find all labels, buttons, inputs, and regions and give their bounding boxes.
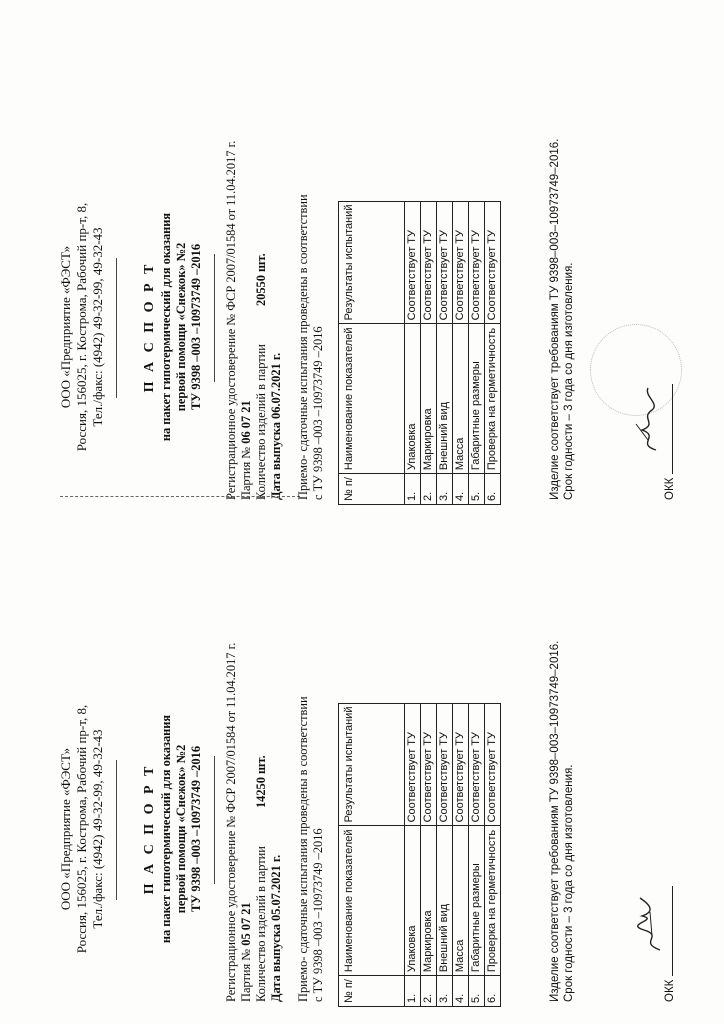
okk-signature (662, 384, 678, 500)
row-num: 4. (453, 474, 469, 505)
divider (116, 760, 117, 900)
conclusion-line-1: Изделие соответствует требованиям ТУ 9398–003–10973749–2016. (549, 138, 561, 500)
row-indicator: Маркировка (421, 826, 437, 976)
company-name: ООО «Предприятие «ФЭСТ» (58, 747, 73, 911)
registration: Регистрационное удостоверение № ФСР 2007/01584 от 11.04.2017 г. (224, 642, 238, 1002)
okk-label: ОКК (664, 979, 676, 1002)
row-result: Соответствует ТУ (405, 703, 421, 826)
table-row (469, 201, 485, 504)
okk-signature (662, 886, 678, 1002)
row-indicator: Масса (453, 324, 469, 474)
row-indicator: Внешний вид (437, 324, 453, 474)
okk-label: ОКК (664, 477, 676, 500)
table-row (405, 201, 421, 504)
tests-intro-line-1: Приемо- сдаточные испытания проведены в соответствии (296, 696, 310, 1002)
tests-table (338, 201, 501, 505)
row-indicator: Проверка на герметичность (485, 324, 501, 474)
table-row (421, 201, 437, 504)
party-number: 06 07 21 (239, 400, 253, 444)
row-indicator: Габаритные размеры (469, 324, 485, 474)
company-name: ООО «Предприятие «ФЭСТ» (58, 245, 73, 409)
row-num: 1. (405, 474, 421, 505)
table-row (469, 703, 485, 1006)
release-date: Дата выпуска 05.07.2021 г. (269, 854, 283, 1002)
batch-info (224, 140, 284, 500)
party-label: Партия № (239, 948, 253, 1002)
company-address: Россия, 156025, г. Кострома, Рабочий пр-т, 8, (74, 202, 89, 452)
title-line-3: ТУ 9398 –003 –10973749 –2016 (189, 745, 203, 913)
table-header-row (339, 201, 405, 504)
col-indicator: Наименование показателей (339, 826, 405, 976)
row-indicator: Габаритные размеры (469, 826, 485, 976)
release-date: Дата выпуска 06.07.2021 г. (269, 352, 283, 500)
qty-value: 20550 шт. (254, 253, 268, 307)
row-result: Соответствует ТУ (437, 201, 453, 324)
row-indicator: Упаковка (405, 324, 421, 474)
title-line-2: первой помощи «Снежок» №2 (174, 242, 188, 412)
row-result: Соответствует ТУ (453, 201, 469, 324)
tests-intro (296, 194, 326, 500)
qty-label: Количество изделий в партии (254, 846, 268, 1002)
col-result: Результаты испытаний (339, 703, 405, 826)
signature-line (662, 886, 673, 976)
signature-line (662, 384, 673, 474)
company-address: Россия, 156025, г. Кострома, Рабочий пр-т, 8, (74, 704, 89, 954)
row-num: 5. (469, 474, 485, 505)
passport-title (142, 648, 204, 1010)
table-header-row (339, 703, 405, 1006)
col-result: Результаты испытаний (339, 201, 405, 324)
divider (214, 254, 215, 382)
table-row (437, 703, 453, 1006)
conclusion (548, 641, 576, 1002)
row-indicator: Проверка на герметичность (485, 826, 501, 976)
row-num: 2. (421, 976, 437, 1007)
conclusion (548, 139, 576, 500)
col-number: № п/ (339, 976, 405, 1007)
conclusion-line-2: Срок годности – 3 года со дня изготовления. (563, 764, 575, 1002)
row-indicator: Масса (453, 826, 469, 976)
company-info (58, 156, 106, 498)
passport-1 (0, 640, 724, 1010)
row-result: Соответствует ТУ (485, 703, 501, 826)
tests-intro-line-1: Приемо- сдаточные испытания проведены в соответствии (296, 194, 310, 500)
passport-heading: П А С П О Р Т (142, 261, 157, 393)
row-num: 6. (485, 976, 501, 1007)
conclusion-line-2: Срок годности – 3 года со дня изготовления. (563, 262, 575, 500)
party-label: Партия № (239, 446, 253, 500)
row-num: 1. (405, 976, 421, 1007)
table-row (485, 201, 501, 504)
row-num: 6. (485, 474, 501, 505)
tests-intro (296, 696, 326, 1002)
company-phone: Тел./факс: (4942) 49-32-99, 49-32-43 (90, 729, 105, 929)
registration: Регистрационное удостоверение № ФСР 2007/01584 от 11.04.2017 г. (224, 140, 238, 500)
batch-info (224, 642, 284, 1002)
title-line-1: на пакет гипотермический для оказания (159, 714, 173, 944)
company-info (58, 658, 106, 1000)
tests-table (338, 703, 501, 1007)
title-line-1: на пакет гипотермический для оказания (159, 212, 173, 442)
col-number: № п/ (339, 474, 405, 505)
row-result: Соответствует ТУ (421, 201, 437, 324)
row-result: Соответствует ТУ (469, 201, 485, 324)
row-result: Соответствует ТУ (469, 703, 485, 826)
divider (214, 756, 215, 884)
row-result: Соответствует ТУ (421, 703, 437, 826)
table-row (405, 703, 421, 1006)
row-num: 4. (453, 976, 469, 1007)
row-indicator: Внешний вид (437, 826, 453, 976)
row-num: 5. (469, 976, 485, 1007)
row-num: 3. (437, 474, 453, 505)
passport-heading: П А С П О Р Т (142, 763, 157, 895)
party-number: 05 07 21 (239, 902, 253, 946)
row-indicator: Маркировка (421, 324, 437, 474)
row-num: 3. (437, 976, 453, 1007)
table-row (453, 201, 469, 504)
conclusion-line-1: Изделие соответствует требованиям ТУ 9398–003–10973749–2016. (549, 640, 561, 1002)
table-row (437, 201, 453, 504)
table-row (421, 703, 437, 1006)
tests-intro-line-2: с ТУ 9398 –003 –10973749 –2016 (311, 828, 325, 1002)
row-result: Соответствует ТУ (437, 703, 453, 826)
title-line-3: ТУ 9398 –003 –10973749 –2016 (189, 243, 203, 411)
row-result: Соответствует ТУ (405, 201, 421, 324)
row-result: Соответствует ТУ (485, 201, 501, 324)
table-row (485, 703, 501, 1006)
passport-2 (0, 138, 724, 508)
qty-label: Количество изделий в партии (254, 344, 268, 500)
qty-value: 14250 шт. (254, 755, 268, 809)
table-row (453, 703, 469, 1006)
col-indicator: Наименование показателей (339, 324, 405, 474)
tests-intro-line-2: с ТУ 9398 –003 –10973749 –2016 (311, 326, 325, 500)
title-line-2: первой помощи «Снежок» №2 (174, 744, 188, 914)
row-result: Соответствует ТУ (453, 703, 469, 826)
row-num: 2. (421, 474, 437, 505)
divider (116, 258, 117, 398)
row-indicator: Упаковка (405, 826, 421, 976)
passport-title (142, 146, 204, 508)
company-phone: Тел./факс: (4942) 49-32-99, 49-32-43 (90, 227, 105, 427)
